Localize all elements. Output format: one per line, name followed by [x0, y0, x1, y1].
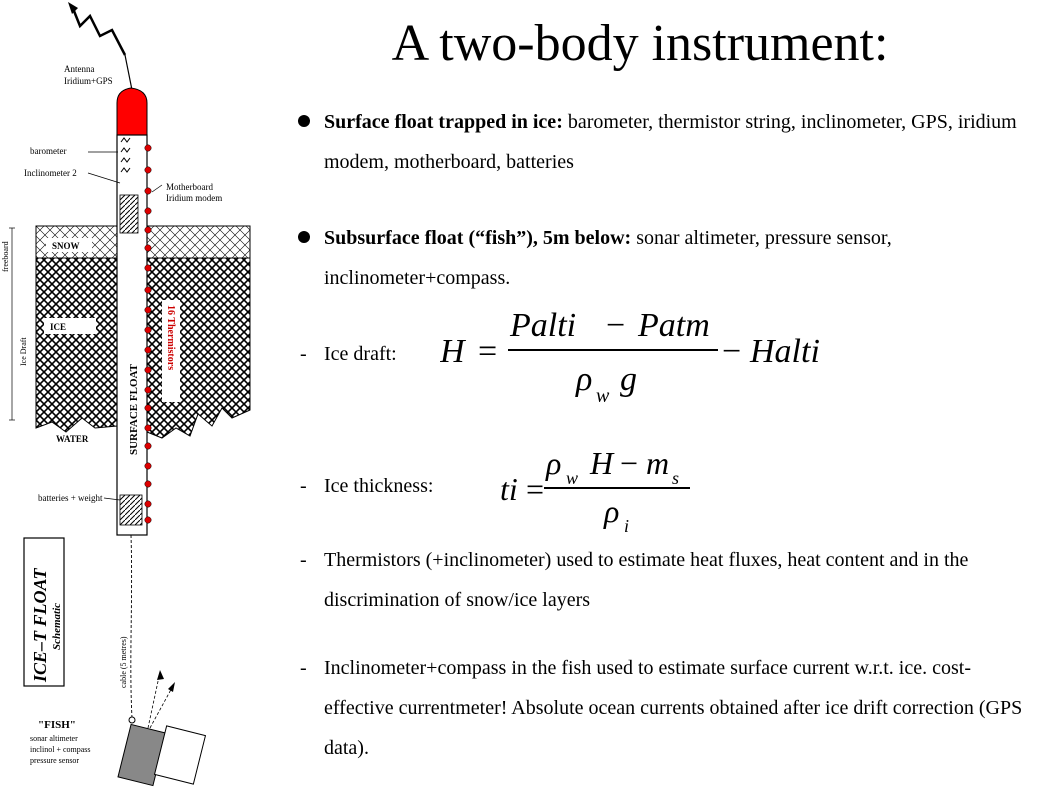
iridium-modem-label: Iridium modem: [166, 193, 223, 203]
thermistor-sensor: [145, 227, 151, 233]
thermistors-label: 16 Thermistors: [165, 305, 176, 371]
thermistor-sensor: [145, 208, 151, 214]
snow-label: SNOW: [52, 241, 80, 251]
surface-float-label: SURFACE FLOAT: [128, 364, 140, 455]
bullet-dot-icon: [298, 115, 310, 127]
item-inclinometer-compass-text: Inclinometer+compass in the fish used to estimate surface current w.r.t. ice. cost-effective currentmeter! Absolute ocean currents obtained after ice drift correction (GPS data).: [324, 657, 1023, 759]
item-inclinometer-compass: [300, 648, 1040, 768]
fish-body: [118, 724, 166, 785]
cable: [131, 535, 132, 718]
dash-marker: -: [300, 549, 307, 571]
thermistor-sensor: [145, 517, 151, 523]
eq-draft-tail: Halti: [750, 333, 820, 370]
eq-thick-num-h: H: [590, 445, 614, 481]
bullet-dot-icon: [298, 231, 310, 243]
thermistor-sensor: [145, 387, 151, 393]
thermistor-sensor: [145, 307, 151, 313]
schematic-title: ICE–T FLOAT: [30, 568, 50, 682]
dash-marker: -: [300, 657, 307, 679]
eq-thick-num-m: m: [646, 445, 670, 481]
eq-thick-num-sub: w: [566, 468, 579, 488]
fish-label: "FISH": [38, 719, 76, 731]
barometer-label: barometer: [30, 146, 67, 156]
bullet-subsurface-float-heading: Subsurface float (“fish”), 5m below:: [324, 227, 632, 249]
thermistor-sensor: [145, 167, 151, 173]
ice-draft-equation: [440, 306, 860, 406]
eq-draft-den-rho: ρ: [576, 361, 593, 398]
ice-draft-label: Ice Draft: [19, 337, 28, 366]
eq-draft-lhs: H: [440, 333, 465, 370]
thermistor-sensor: [145, 501, 151, 507]
bullet-surface-float-heading: Surface float trapped in ice:: [324, 111, 563, 133]
bullet-subsurface-float-text: sonar altimeter, pressure sensor, inclinometer+compass.: [324, 227, 892, 289]
item-ice-thickness-text: Ice thickness:: [324, 475, 434, 497]
dash-marker: -: [300, 475, 307, 497]
fish-pressure-label: pressure sensor: [30, 756, 80, 765]
item-ice-draft-text: Ice draft:: [324, 343, 397, 365]
thermistor-sensor: [145, 463, 151, 469]
eq-draft-den-sub: w: [596, 385, 610, 406]
snow-layer-right: [147, 226, 250, 258]
thermistor-sensor: [145, 265, 151, 271]
eq-draft-tail-minus: −: [722, 333, 742, 370]
float-cap: [117, 88, 147, 135]
fish-inclino-label: inclinol + compass: [30, 745, 91, 754]
motherboard-label: Motherboard: [166, 182, 213, 192]
bullet-surface-float: [324, 102, 1044, 182]
thermistor-sensor: [145, 405, 151, 411]
eq-draft-equals: =: [478, 333, 498, 370]
eq-thick-den-rho: ρ: [604, 493, 620, 529]
thermistor-sensor: [145, 287, 151, 293]
ice-t-float-schematic: [0, 0, 300, 793]
bullet-surface-float-text: barometer, thermistor string, inclinometer, GPS, iridium modem, motherboard, batteries: [324, 111, 1017, 173]
eq-draft-num-b: Patm: [638, 307, 710, 344]
fish-sonar-label: sonar altimeter: [30, 734, 78, 743]
eq-thick-equals: =: [526, 471, 545, 507]
thermistor-sensor: [145, 145, 151, 151]
eq-draft-num-a: Palti: [510, 307, 577, 344]
thermistor-sensor: [145, 367, 151, 373]
eq-draft-den-g: g: [620, 361, 637, 398]
motherboard-block: [120, 195, 138, 233]
eq-thick-num-msub: s: [672, 468, 680, 488]
antenna-signal-icon: [72, 6, 125, 55]
cable-label: cable (5 metres): [119, 636, 128, 688]
antenna-arrowhead-icon: [68, 2, 78, 14]
thermistor-sensor: [145, 425, 151, 431]
batteries-label: batteries + weight: [38, 493, 103, 503]
thermistor-sensor: [145, 245, 151, 251]
thermistor-sensor: [145, 347, 151, 353]
item-thermistors-text: Thermistors (+inclinometer) used to estimate heat fluxes, heat content and in the discrimination of snow/ice layers: [324, 549, 969, 611]
ice-label: ICE: [50, 322, 67, 332]
battery-block: [120, 495, 142, 525]
iridium-gps-label: Iridium+GPS: [64, 76, 113, 86]
thermistor-sensor: [145, 481, 151, 487]
eq-thick-lhs: ti: [500, 471, 518, 507]
inclinometer2-label: Inclinometer 2: [24, 168, 77, 178]
fish-direction-arrows: [148, 672, 174, 728]
eq-thick-num-rho: ρ: [546, 445, 562, 481]
eq-thick-den-sub: i: [624, 516, 630, 536]
eq-draft-num-minus: −: [606, 307, 626, 344]
water-label: WATER: [56, 434, 89, 444]
thermistor-sensor: [145, 443, 151, 449]
ice-thickness-equation: [496, 440, 706, 536]
thermistor-sensor: [145, 327, 151, 333]
ice-layer: [36, 258, 117, 432]
freeboard-label: freeboard: [1, 241, 10, 272]
bullet-subsurface-float: [324, 218, 1044, 298]
thermistor-sensor: [145, 188, 151, 194]
item-thermistors: [300, 540, 1040, 620]
eq-thick-minus: −: [620, 445, 639, 481]
schematic-subtitle: Schematic: [51, 602, 63, 650]
dash-marker: -: [300, 343, 307, 365]
slide-title: A two-body instrument:: [391, 15, 889, 72]
antenna-label: Antenna: [64, 64, 95, 74]
